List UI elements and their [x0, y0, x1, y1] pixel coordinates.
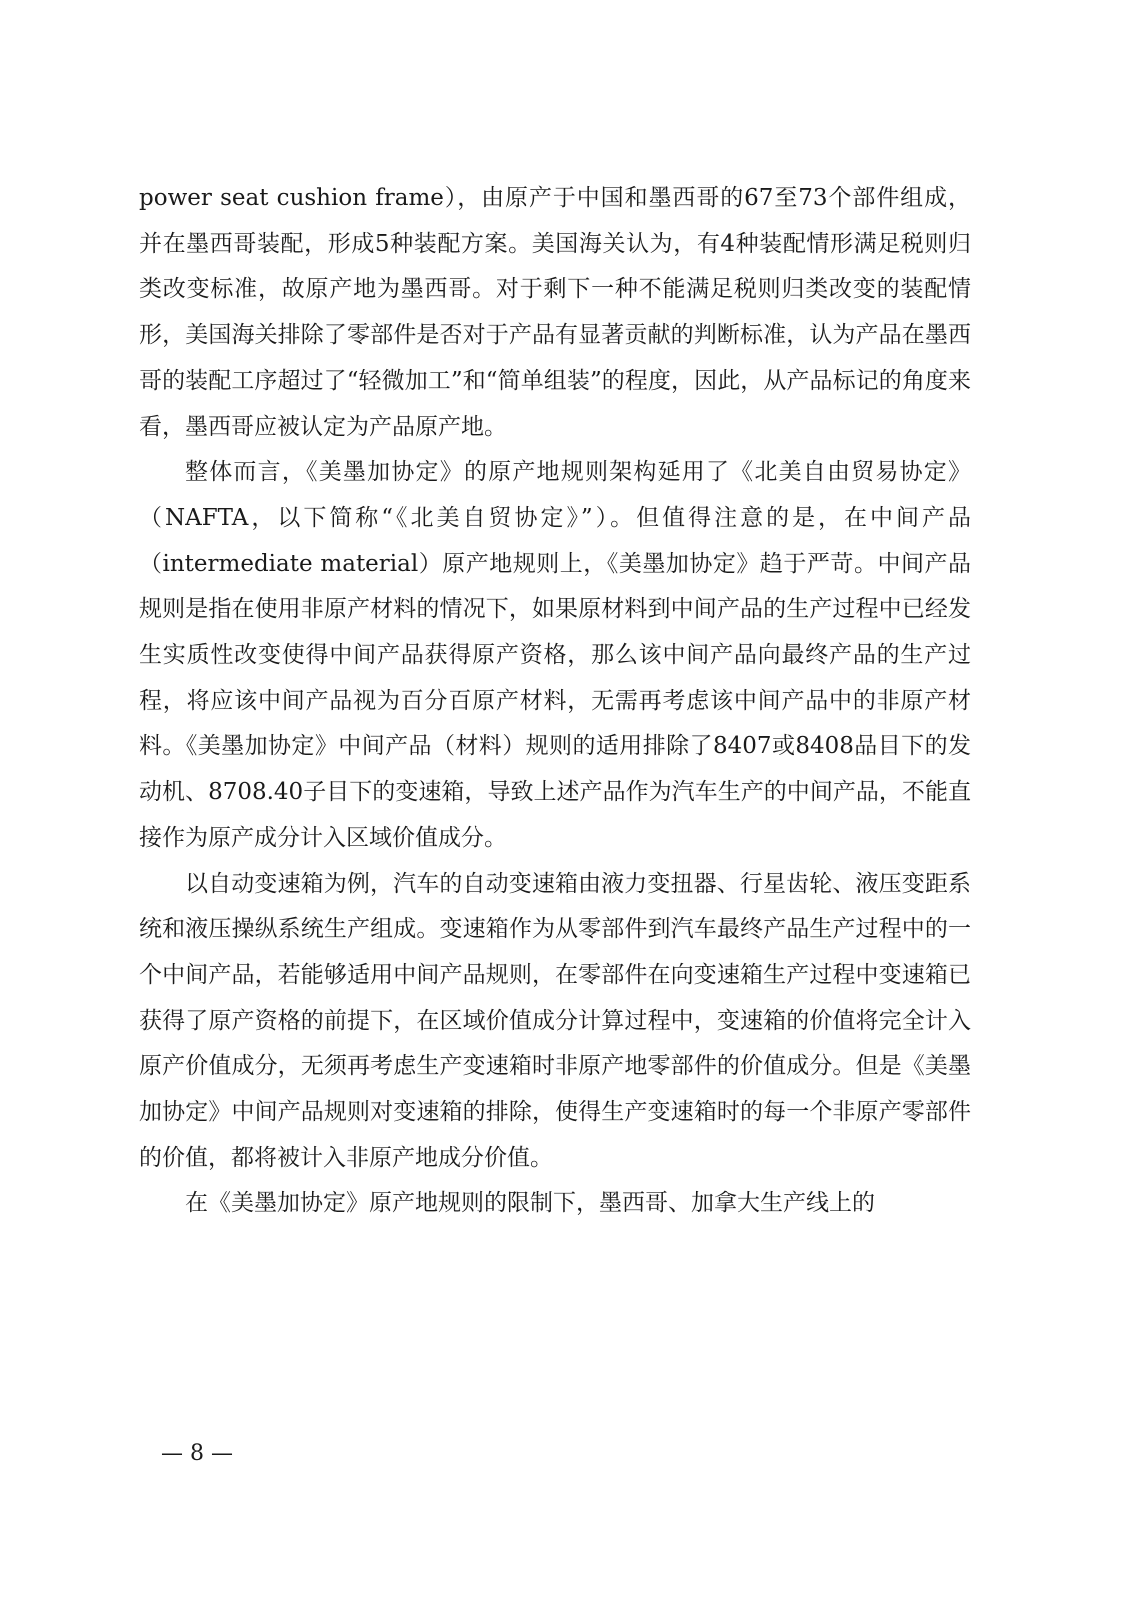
- paragraph-3: 以自动变速箱为例，汽车的自动变速箱由液力变扭器、行星齿轮、液压变距系统和液压操纵系统生产组成。变速箱作为从零部件到汽车最终产品生产过程中的一个中间产品，若能够适用中间产品规则，在零部件在向变速箱生产过程中变速箱已获得了原产资格的前提下，在区域价值成分计算过程中，变速箱的价值将完全计入原产价值成分，无须再考虑生产变速箱时非原产地零部件的价值成分。但是《美墨加协定》中间产品规则对变速箱的排除，使得生产变速箱时的每一个非原产零部件的价值，都将被计入非原产地成分价值。: [139, 870, 971, 1171]
- paragraph-2: 整体而言，《美墨加协定》的原产地规则架构延用了《北美自由贸易协定》（NAFTA，以下简称“《北美自贸协定》”）。但值得注意的是，在中间产品（intermediate material）原产地规则上，《美墨加协定》趋于严苛。中间产品规则是指在使用非原产材料的情况下，如果原材料到中间产品的生产过程中已经发生实质性改变使得中间产品获得原产资格，那么该中间产品向最终产品的生产过程，将应该中间产品视为百分百原产材料，无需再考虑该中间产品中的非原产材料。《美墨加协定》中间产品（材料）规则的适用排除了8407或8408品目下的发动机、8708.40子目下的变速箱，导致上述产品作为汽车生产的中间产品，不能直接作为原产成分计入区域价值成分。: [139, 459, 971, 851]
- page-number: — 8 —: [161, 1441, 233, 1466]
- paragraph-1: power seat cushion frame），由原产于中国和墨西哥的67至73个部件组成，并在墨西哥装配，形成5种装配方案。美国海关认为，有4种装配情形满足税则归类改变标准，故原产地为墨西哥。对于剩下一种不能满足税则归类改变的装配情形，美国海关排除了零部件是否对于产品有显著贡献的判断标准，认为产品在墨西哥的装配工序超过了“轻微加工”和“简单组装”的程度，因此，从产品标记的角度来看，墨西哥应被认定为产品原产地。: [139, 185, 971, 440]
- body-text: [139, 176, 971, 1227]
- paragraph-4: 在《美墨加协定》原产地规则的限制下，墨西哥、加拿大生产线上的: [185, 1190, 875, 1217]
